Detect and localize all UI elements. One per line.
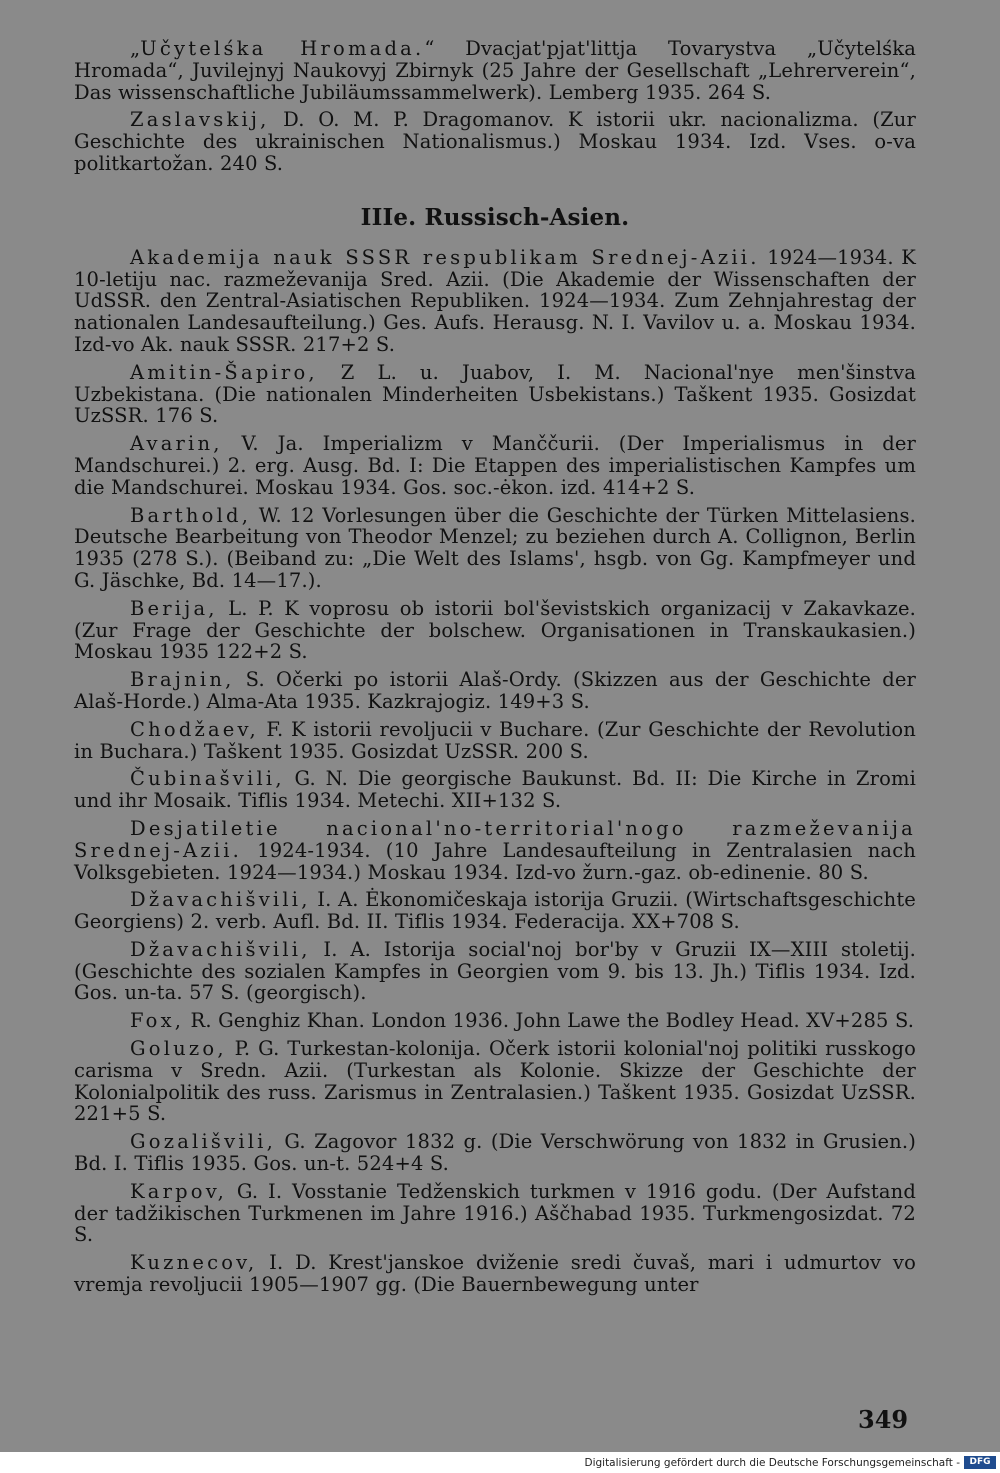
bibliography-entry (74, 109, 916, 174)
entry-author: Avarin, (130, 432, 223, 456)
bibliography-entry (74, 889, 916, 933)
bibliography-entry (74, 768, 916, 812)
footer-bar (0, 1452, 1000, 1473)
entry-author: Fox, (130, 1009, 185, 1033)
entry-author: Desjatiletie nacional'no-territorial'nogo razmeževanija Srednej-Azii. (74, 816, 916, 862)
entry-text: V. Ja. Imperializm v Manččurii. (Der Imperialismus in der Mandschurei.) 2. erg. Ausg. Bd. I: Die Etappen des imperialistischen Kampfes um die Mandschurei. Moskau 1934. Gos. soc.-ėkon. izd. 414+2 S. (74, 432, 916, 499)
section-heading: IIIe. Russisch-Asien. (360, 203, 630, 231)
bibliography-entry (74, 818, 916, 883)
entry-author: Učytelśka Hromada. (140, 37, 425, 60)
entry-text: 1924—1934. K 10-letiju nac. razmeževanija Sred. Azii. (Die Akademie der Wissenschaften der UdSSR. den Zentral-Asiatischen Republiken. 1924—1934. Zum Zehnjahrestag der nationalen Landesaufteilung.) Ges. Aufs. Herausg. N. I. Vavilov u. a. Moskau 1934. Izd-vo Ak. nauk SSSR. 217+2 S. (74, 245, 916, 356)
bibliography-entry (74, 505, 916, 592)
entry-text: I. A. Istorija social'noj bor'by v Gruzii IX—XIII stoletij. (Geschichte des sozialen Kampfes in Georgien vom 9. bis 13. Jh.) Tiflis 1934. Izd. Gos. un-ta. 57 S. (georgisch). (74, 937, 916, 1005)
bibliography-list-top (74, 38, 916, 175)
bibliography-entry (74, 1181, 916, 1246)
entry-prefix: „ (130, 37, 141, 60)
footer-credit: Digitalisierung gefördert durch die Deutsche Forschungsgemeinschaft - (584, 1457, 960, 1469)
entry-author: Chodžaev, (130, 717, 259, 741)
entry-author: Karpov, (130, 1179, 228, 1203)
dfg-logo: DFG (964, 1456, 996, 1469)
entry-author: Barthold, (130, 503, 252, 527)
entry-author: Amitin-Šapiro, (130, 360, 318, 384)
bibliography-entry (74, 1010, 916, 1032)
entry-author: Goluzo, (130, 1037, 227, 1061)
entry-text: F. K istorii revoljucii v Buchare. (Zur Geschichte der Revolution in Buchara.) Taškent 1935. Gosizdat UzSSR. 200 S. (74, 717, 916, 763)
page-number: 349 (858, 1405, 909, 1434)
entry-text: G. I. Vosstanie Tedženskich turkmen v 1916 godu. (Der Aufstand der tadžikischen Turkmenen im Jahre 1916.) Aščhabad 1935. Turkmengosizdat. 72 S. (74, 1179, 916, 1247)
entry-text: S. Očerki po istorii Alaš-Ordy. (Skizzen aus der Geschichte der Alaš-Horde.) Alma-Ata 1935. Kazkrajogiz. 149+3 S. (74, 668, 916, 713)
bibliography-entry (74, 1131, 916, 1175)
entry-text: G. Zagovor 1832 g. (Die Verschwörung von 1832 in Grusien.) Bd. I. Tiflis 1935. Gos. un-t. 524+4 S. (74, 1130, 916, 1176)
entry-author: Čubinašvili, (130, 767, 285, 791)
entry-author: Džavachišvili, (130, 888, 311, 912)
bibliography-entry (74, 719, 916, 763)
entry-author: Akademija nauk SSSR respublikam Srednej-Azii. (130, 245, 760, 269)
bibliography-entry (74, 247, 916, 356)
entry-author: Berija, (130, 596, 218, 620)
entry-text: “ Dvacjat'pjat'littja Tovarystva „Učytelśka Hromada“, Juvilejnyj Naukovyj Zbirnyk (25 Jahre der Gesellschaft „Lehrerverein“, Das wissenschaftliche Jubiläumssammelwerk). Lemberg 1935. 264 S. (74, 37, 916, 104)
entry-author: Kuznecov, (130, 1251, 258, 1275)
entry-author: Zaslavskij, (130, 108, 270, 132)
bibliography-entry (74, 1038, 916, 1125)
entry-author: Džavachišvili, (130, 937, 311, 961)
entry-text: I. D. Krest'janskoe dviženie sredi čuvaš, mari i udmurtov vo vremja revoljucii 1905—1907 gg. (Die Bauernbewegung unter (74, 1251, 916, 1297)
entry-text: Z L. u. Juabov, I. M. Nacional'nye men'šinstva Uzbekistana. (Die nationalen Minderheiten Usbekistans.) Taškent 1935. Gosizdat UzSSR. 176 S. (74, 360, 916, 428)
page-body (74, 38, 916, 1296)
entry-author: Gozališvili, (130, 1130, 277, 1154)
entry-text: G. N. Die georgische Baukunst. Bd. II: Die Kirche in Zromi und ihr Mosaik. Tiflis 1934. Metechi. XII+132 S. (74, 767, 916, 813)
bibliography-entry (74, 38, 916, 103)
bibliography-entry (74, 939, 916, 1004)
entry-text: R. Genghiz Khan. London 1936. John Lawe the Bodley Head. XV+285 S. (184, 1009, 915, 1033)
entry-text: I. A. Ėkonomičeskaja istorija Gruzii. (Wirtschaftsgeschichte Georgiens) 2. verb. Aufl. Bd. II. Tiflis 1934. Federacija. XX+708 S. (74, 888, 916, 934)
bibliography-entry (74, 669, 916, 713)
entry-text: W. 12 Vorlesungen über die Geschichte der Türken Mittelasiens. Deutsche Bearbeitung von Theodor Menzel; zu beziehen durch A. Collignon, Berlin 1935 (278 S.). (Beiband zu: „Die Welt des Islams', hsgb. von Gg. Kampfmeyer und G. Jäschke, Bd. 14—17.). (74, 503, 916, 592)
entry-text: L. P. K voprosu ob istorii bol'ševistskich organizacij v Zakavkaze. (Zur Frage der Geschichte der bolschew. Organisationen in Transkaukasien.) Moskau 1935 122+2 S. (74, 596, 916, 664)
bibliography-entry (74, 598, 916, 663)
bibliography-entry (74, 433, 916, 498)
bibliography-entry (74, 362, 916, 427)
entry-text: D. O. M. P. Dragomanov. K istorii ukr. nacionalizma. (Zur Geschichte des ukrainischen Nationalismus.) Moskau 1934. Izd. Vses. o-va politkartožan. 240 S. (74, 108, 916, 175)
entry-text: P. G. Turkestan-kolonija. Očerk istorii kolonial'noj politiki russkogo carisma v Sredn. Azii. (Turkestan als Kolonie. Skizze der Geschichte der Kolonialpolitik des russ. Zarismus in Zentralasien.) Taškent 1935. Gosizdat UzSSR. 221+5 S. (74, 1037, 916, 1126)
entry-author: Brajnin, (130, 668, 235, 692)
entry-text: 1924-1934. (10 Jahre Landesaufteilung in Zentralasien nach Volksgebieten. 1924—1934.) Moskau 1934. Izd-vo žurn.-gaz. ob-edinenie. 80 S. (74, 838, 916, 884)
bibliography-entry (74, 1252, 916, 1296)
bibliography-list (74, 247, 916, 1296)
